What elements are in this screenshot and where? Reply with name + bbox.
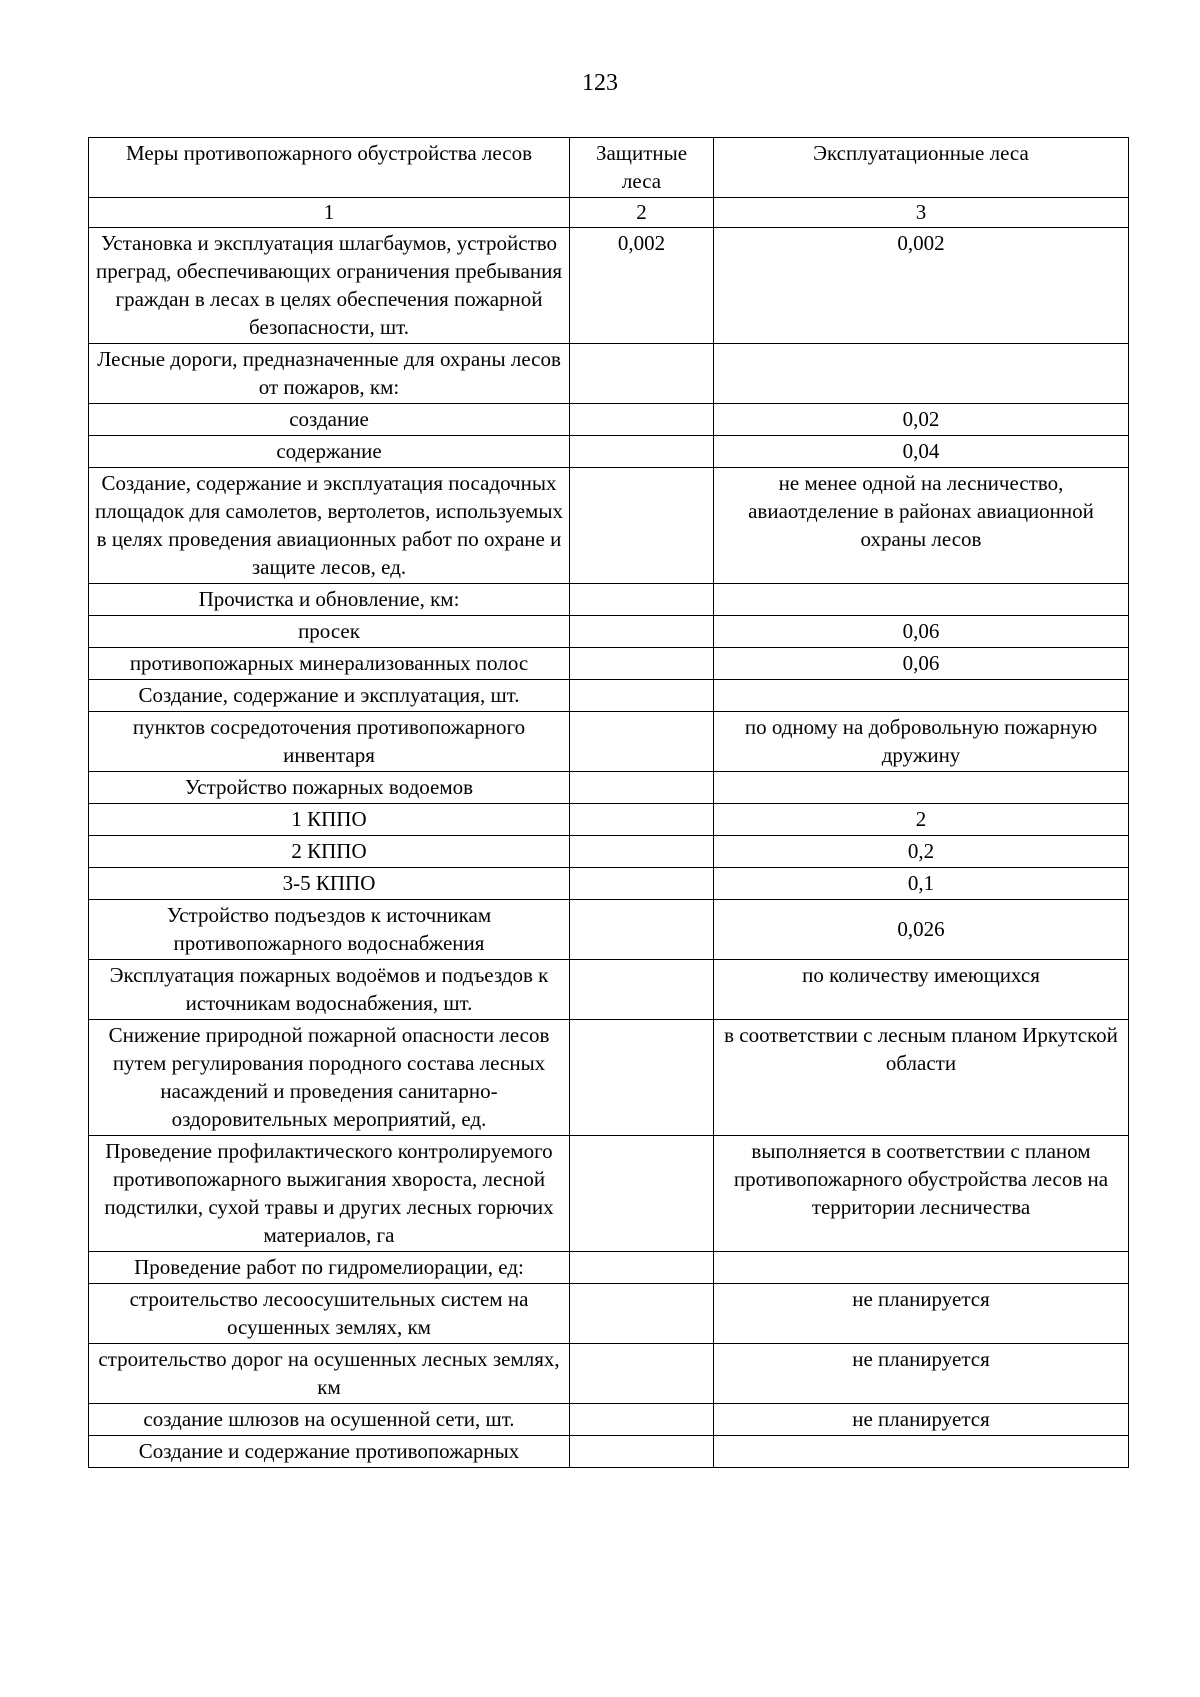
protective-value-cell <box>570 1284 714 1344</box>
protective-value-cell <box>570 648 714 680</box>
operational-value-cell: не планируется <box>714 1284 1129 1344</box>
measure-cell: Проведение работ по гидромелиорации, ед: <box>89 1252 570 1284</box>
measure-cell: создание шлюзов на осушенной сети, шт. <box>89 1404 570 1436</box>
operational-value-cell: 0,04 <box>714 436 1129 468</box>
protective-value-cell <box>570 772 714 804</box>
operational-value-cell: 2 <box>714 804 1129 836</box>
protective-value-cell <box>570 1136 714 1252</box>
measure-cell: 3-5 КППО <box>89 868 570 900</box>
table-row <box>89 1404 1129 1436</box>
operational-value-cell: не планируется <box>714 1404 1129 1436</box>
fire-safety-measures-table <box>88 137 1129 1468</box>
measure-cell: Лесные дороги, предназначенные для охраны лесов от пожаров, км: <box>89 344 570 404</box>
measure-cell: строительство лесоосушительных систем на осушенных землях, км <box>89 1284 570 1344</box>
table-row <box>89 1436 1129 1468</box>
table-row <box>89 836 1129 868</box>
header-protective-forests: Защитные леса <box>570 138 714 198</box>
operational-value-cell <box>714 680 1129 712</box>
operational-value-cell: 0,026 <box>714 900 1129 960</box>
protective-value-cell <box>570 404 714 436</box>
operational-value-cell: 0,2 <box>714 836 1129 868</box>
operational-value-cell: выполняется в соответствии с планом противопожарного обустройства лесов на территории лесничества <box>714 1136 1129 1252</box>
table-row <box>89 1284 1129 1344</box>
measure-cell: Установка и эксплуатация шлагбаумов, устройство преград, обеспечивающих ограничения пребывания граждан в лесах в целях обеспечения пожарной безопасности, шт. <box>89 228 570 344</box>
operational-value-cell <box>714 344 1129 404</box>
protective-value-cell <box>570 468 714 584</box>
table-row <box>89 468 1129 584</box>
measure-cell: Эксплуатация пожарных водоёмов и подъездов к источникам водоснабжения, шт. <box>89 960 570 1020</box>
protective-value-cell <box>570 344 714 404</box>
table-row <box>89 900 1129 960</box>
table-row <box>89 1020 1129 1136</box>
measure-cell: Прочистка и обновление, км: <box>89 584 570 616</box>
table-row <box>89 772 1129 804</box>
table-row <box>89 648 1129 680</box>
measure-cell: Снижение природной пожарной опасности лесов путем регулирования породного состава лесных насаждений и проведения санитарно-оздоровительных мероприятий, ед. <box>89 1020 570 1136</box>
measure-cell: Устройство подъездов к источникам противопожарного водоснабжения <box>89 900 570 960</box>
measure-cell: просек <box>89 616 570 648</box>
table-row <box>89 616 1129 648</box>
protective-value-cell <box>570 836 714 868</box>
operational-value-cell: в соответствии с лесным планом Иркутской области <box>714 1020 1129 1136</box>
protective-value-cell <box>570 960 714 1020</box>
operational-value-cell <box>714 1252 1129 1284</box>
protective-value-cell <box>570 900 714 960</box>
measure-cell: Создание, содержание и эксплуатация посадочных площадок для самолетов, вертолетов, используемых в целях проведения авиационных работ по охране и защите лесов, ед. <box>89 468 570 584</box>
protective-value-cell <box>570 680 714 712</box>
header-row <box>89 138 1129 198</box>
column-number: 1 <box>89 198 570 228</box>
protective-value-cell <box>570 584 714 616</box>
table-row <box>89 228 1129 344</box>
protective-value-cell: 0,002 <box>570 228 714 344</box>
protective-value-cell <box>570 436 714 468</box>
protective-value-cell <box>570 616 714 648</box>
table-body <box>89 228 1129 1468</box>
protective-value-cell <box>570 1020 714 1136</box>
measure-cell: создание <box>89 404 570 436</box>
operational-value-cell: 0,06 <box>714 616 1129 648</box>
protective-value-cell <box>570 712 714 772</box>
measure-cell: 1 КППО <box>89 804 570 836</box>
measure-cell: пунктов сосредоточения противопожарного инвентаря <box>89 712 570 772</box>
header-measures: Меры противопожарного обустройства лесов <box>89 138 570 198</box>
protective-value-cell <box>570 868 714 900</box>
protective-value-cell <box>570 1252 714 1284</box>
protective-value-cell <box>570 1344 714 1404</box>
operational-value-cell: по одному на добровольную пожарную дружину <box>714 712 1129 772</box>
table-row <box>89 804 1129 836</box>
column-number: 3 <box>714 198 1129 228</box>
table-row <box>89 712 1129 772</box>
operational-value-cell: 0,06 <box>714 648 1129 680</box>
operational-value-cell: по количеству имеющихся <box>714 960 1129 1020</box>
operational-value-cell: не менее одной на лесничество, авиаотделение в районах авиационной охраны лесов <box>714 468 1129 584</box>
table-row <box>89 1252 1129 1284</box>
table-row <box>89 436 1129 468</box>
measure-cell: Устройство пожарных водоемов <box>89 772 570 804</box>
table-row <box>89 868 1129 900</box>
measure-cell: содержание <box>89 436 570 468</box>
operational-value-cell <box>714 584 1129 616</box>
column-number-row <box>89 198 1129 228</box>
table-row <box>89 960 1129 1020</box>
operational-value-cell: 0,002 <box>714 228 1129 344</box>
column-number: 2 <box>570 198 714 228</box>
measure-cell: Создание, содержание и эксплуатация, шт. <box>89 680 570 712</box>
table-row <box>89 680 1129 712</box>
operational-value-cell: 0,1 <box>714 868 1129 900</box>
protective-value-cell <box>570 1404 714 1436</box>
operational-value-cell: 0,02 <box>714 404 1129 436</box>
measure-cell: Проведение профилактического контролируемого противопожарного выжигания хвороста, лесной подстилки, сухой травы и других лесных горючих материалов, га <box>89 1136 570 1252</box>
operational-value-cell <box>714 772 1129 804</box>
table-row <box>89 344 1129 404</box>
protective-value-cell <box>570 1436 714 1468</box>
page-number: 123 <box>582 70 618 96</box>
measure-cell: Создание и содержание противопожарных <box>89 1436 570 1468</box>
protective-value-cell <box>570 804 714 836</box>
operational-value-cell <box>714 1436 1129 1468</box>
table-row <box>89 404 1129 436</box>
measure-cell: строительство дорог на осушенных лесных землях, км <box>89 1344 570 1404</box>
table-row <box>89 584 1129 616</box>
measure-cell: противопожарных минерализованных полос <box>89 648 570 680</box>
measure-cell: 2 КППО <box>89 836 570 868</box>
table-row <box>89 1344 1129 1404</box>
table-row <box>89 1136 1129 1252</box>
header-operational-forests: Эксплуатационные леса <box>714 138 1129 198</box>
operational-value-cell: не планируется <box>714 1344 1129 1404</box>
